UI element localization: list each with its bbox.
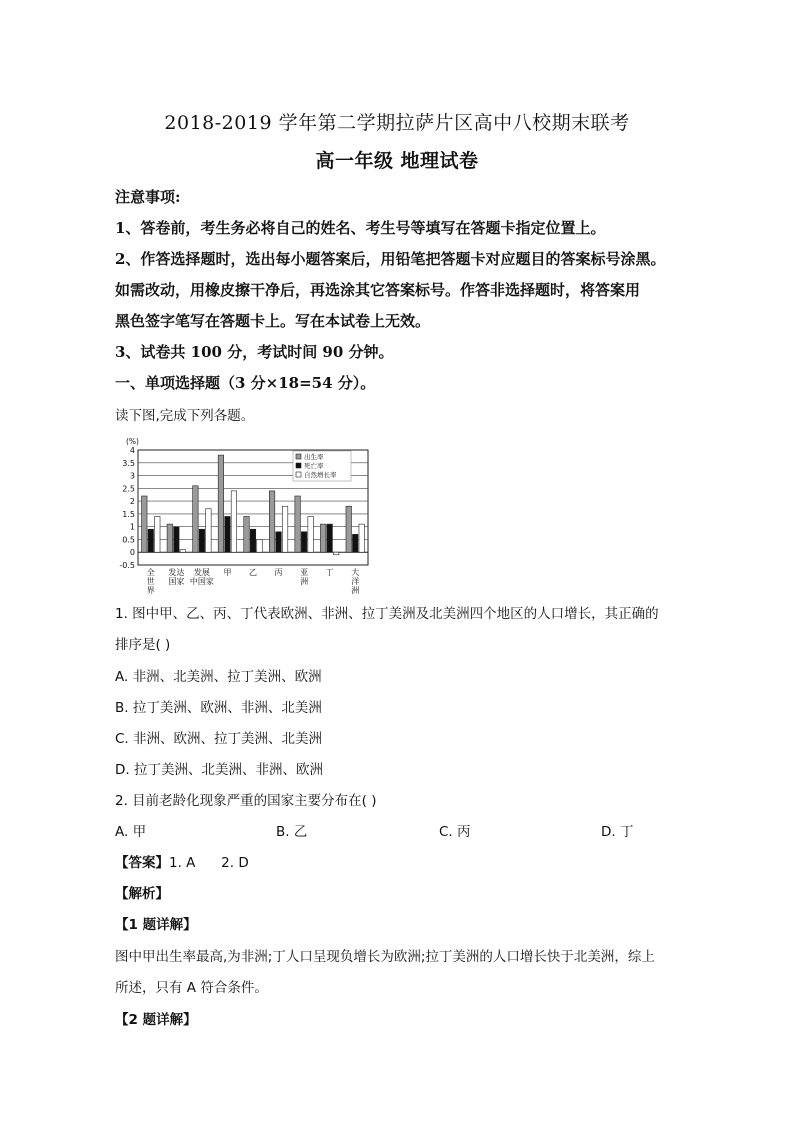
y-axis-label: (%) xyxy=(126,437,139,446)
legend-label: 死亡率 xyxy=(304,462,324,470)
bar xyxy=(308,516,314,552)
y-tick-label: 1.5 xyxy=(122,509,135,519)
q1-option-d: D. 拉丁美洲、北美洲、非洲、欧洲 xyxy=(115,762,323,778)
y-tick-label: 2.5 xyxy=(122,484,135,494)
q1-option-c: C. 非洲、欧洲、拉丁美洲、北美洲 xyxy=(115,731,323,747)
q1-analysis-line-1: 图中甲出生率最高,为非洲;丁人口呈现负增长为欧洲;拉丁美洲的人口增长快于北美洲，综上 xyxy=(115,949,655,965)
bar xyxy=(167,524,173,552)
x-tick-label: 全 xyxy=(146,568,155,577)
legend-label: 出生率 xyxy=(304,453,324,461)
bar xyxy=(193,486,199,552)
bar xyxy=(148,529,154,552)
x-tick-label: 甲 xyxy=(223,568,232,577)
bar xyxy=(199,529,205,552)
section-intro: 读下图,完成下列各题。 xyxy=(115,408,255,424)
q2-stem: 2. 目前老龄化现象严重的国家主要分布在( ) xyxy=(115,793,377,809)
q2-option-b: B. 乙 xyxy=(276,824,308,840)
exam-title: 2018-2019 学年第二学期拉萨片区高中八校期末联考 xyxy=(164,112,630,134)
x-tick-label: 丁 xyxy=(325,568,334,577)
legend-label: 自然增长率 xyxy=(304,471,337,479)
y-tick-label: 3 xyxy=(129,471,135,481)
bar xyxy=(282,506,288,552)
y-tick-label: 0 xyxy=(129,548,135,558)
x-tick-label: 发达 xyxy=(168,568,185,577)
section-heading: 一、单项选择题（3 分×18=54 分）。 xyxy=(115,374,376,392)
notes-heading: 注意事项: xyxy=(115,188,181,206)
answer-line xyxy=(115,851,695,871)
note-item-2-cont-1: 如需改动，用橡皮擦干净后，再选涂其它答案标号。作答非选择题时，将答案用 xyxy=(115,281,641,299)
bar xyxy=(333,552,339,555)
legend-swatch xyxy=(296,454,301,459)
y-tick-label: -0.5 xyxy=(119,561,135,570)
bar xyxy=(250,529,256,552)
bar xyxy=(225,516,231,552)
x-tick-label: 中国家 xyxy=(189,577,214,586)
note-item-2: 2、作答选择题时，选出每小题答案后，用铅笔把答题卡对应题目的答案标号涂黑。 xyxy=(115,250,666,268)
bar xyxy=(269,491,275,552)
bar xyxy=(352,534,358,552)
bar xyxy=(295,496,301,552)
note-item-1: 1、答卷前，考生务必将自己的姓名、考生号等填写在答题卡指定位置上。 xyxy=(115,219,606,237)
analysis-tag: 【解析】 xyxy=(115,886,169,902)
note-item-2-cont-2: 黑色签字笔写在答题卡上。写在本试卷上无效。 xyxy=(115,312,431,330)
x-tick-label: 国家 xyxy=(168,577,185,586)
bar xyxy=(346,506,352,552)
bar xyxy=(327,524,333,552)
q1-option-a: A. 非洲、北美洲、拉丁美洲、欧洲 xyxy=(115,669,322,685)
q2-option-d: D. 丁 xyxy=(601,824,634,840)
answer-text: 1. A 2. D xyxy=(169,855,249,871)
bar xyxy=(231,491,237,552)
bar xyxy=(301,532,307,552)
x-tick-label: 洋 xyxy=(351,577,360,586)
q1-analysis-line-2: 所述，只有 A 符合条件。 xyxy=(115,980,268,996)
bar xyxy=(155,516,161,552)
population-growth-chart xyxy=(110,434,372,595)
bar xyxy=(174,527,180,553)
bar xyxy=(320,524,326,552)
x-tick-label: 大 xyxy=(351,568,360,577)
exam-subtitle: 高一年级 地理试卷 xyxy=(315,150,479,172)
bar xyxy=(206,509,212,552)
x-tick-label: 亚 xyxy=(300,568,309,577)
y-tick-label: 3.5 xyxy=(122,458,135,468)
x-tick-label: 丙 xyxy=(274,568,283,577)
q2-option-c: C. 丙 xyxy=(439,824,471,840)
bar xyxy=(142,496,148,552)
q1-analysis-heading: 【1 题详解】 xyxy=(115,917,197,933)
y-tick-label: 4 xyxy=(129,446,135,455)
q2-option-a: A. 甲 xyxy=(115,824,147,840)
x-tick-label: 发展 xyxy=(193,568,210,577)
q2-analysis-heading: 【2 题详解】 xyxy=(115,1012,197,1028)
x-tick-label: 世 xyxy=(146,577,155,586)
x-tick-label: 界 xyxy=(146,586,155,595)
bar xyxy=(257,539,263,552)
x-tick-label: 乙 xyxy=(249,568,257,577)
q1-stem: 1. 图中甲、乙、丙、丁代表欧洲、非洲、拉丁美洲及北美洲四个地区的人口增长，其正确的 xyxy=(115,606,659,622)
x-tick-label: 洲 xyxy=(351,586,360,595)
note-item-3: 3、试卷共 100 分，考试时间 90 分钟。 xyxy=(115,343,394,361)
y-tick-label: 1 xyxy=(129,522,135,532)
legend-swatch xyxy=(296,472,301,477)
y-tick-label: 2 xyxy=(129,497,135,507)
x-tick-label: 洲 xyxy=(300,577,309,586)
bar xyxy=(244,516,250,552)
bar xyxy=(359,524,365,552)
bar xyxy=(180,550,186,553)
legend-swatch xyxy=(296,463,301,468)
q1-option-b: B. 拉丁美洲、欧洲、非洲、北美洲 xyxy=(115,700,322,716)
bar xyxy=(218,455,224,552)
answer-tag: 【答案】 xyxy=(115,855,169,871)
y-tick-label: 0.5 xyxy=(122,535,135,545)
bar xyxy=(276,532,282,552)
q1-stem-cont: 排序是( ) xyxy=(115,637,171,653)
